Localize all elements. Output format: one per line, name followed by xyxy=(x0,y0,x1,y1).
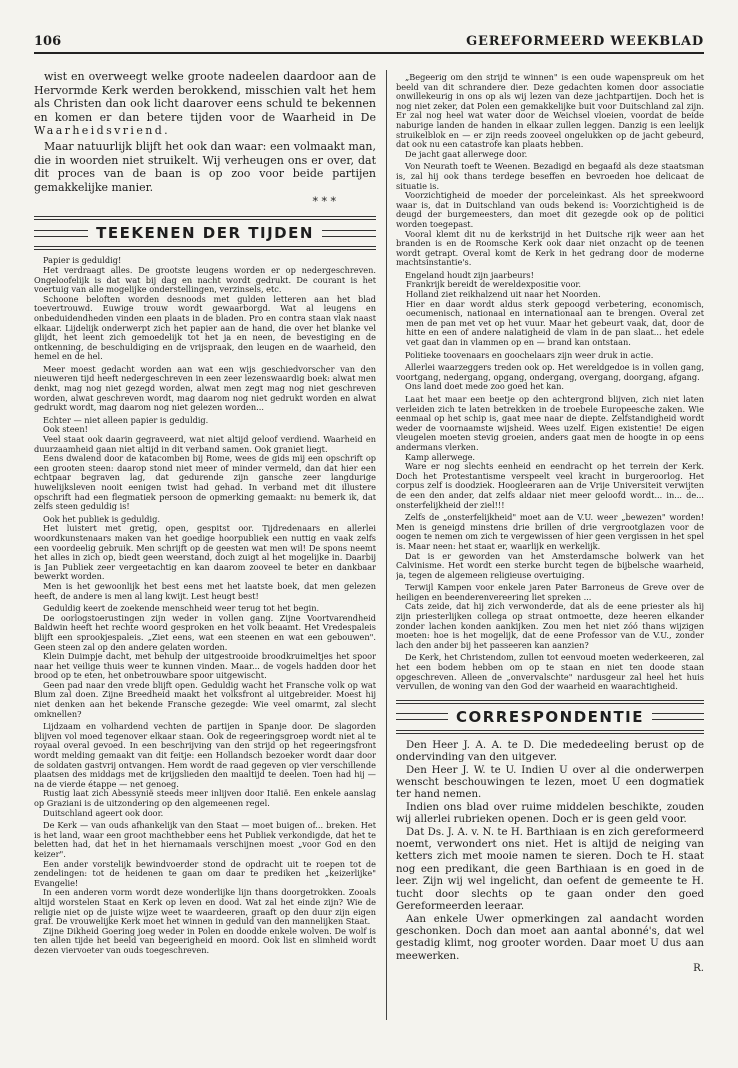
article-paragraph: Geduldig keert de zoekende menschheid weer terug tot het begin. xyxy=(43,603,320,614)
section2-rule-left xyxy=(396,713,448,720)
article-paragraph: Ons land doet mede zoo goed het kan. xyxy=(405,381,564,392)
article-paragraph: Terwijl Kampen voor enkele jaren Pater Barroneus de Greve over de heiligen en beenderenvereering liet spreken ... xyxy=(396,582,704,602)
article-paragraph: De Kerk, het Christendom, zullen tot eenvoud moeten wederkeeren, zal het een bodem hebben om op te staan en niet ten doode staan opgeschreven. Alleen de „onvervalschte" nardusgeur zal heel het huis vervullen, de woning van den God der waarheid en waarachtigheid. xyxy=(396,652,704,692)
intro-paragraph: wist en overweegt welke groote nadeelen daardoor aan de Hervormde Kerk werden berokkend, misschien valt het hem als Christen dan ook licht daarover eens schuld te bekennen en komen er dan betere tijden voor de Waarheid in De Waarheidsvriend. xyxy=(34,70,376,138)
article-paragraph: Vooral klemt dit nu de kerkstrijd in het Duitsche rijk weer aan het branden is en de Roomsche Kerk ook daar niet onzacht op de teenen wordt getrapt. Overal komt de Kerk in het gedrang door de moderne machtsinstantie's. xyxy=(396,228,704,268)
article-paragraph: Men is het gewoonlijk het best eens met het laatste boek, dat men gelezen heeft, de andere is men al lang kwijt. Lest heugt best! xyxy=(34,580,376,601)
article-paragraph: Voorzichtigheid de moeder der porceleinkast. Als het spreekwoord waar is, dat in Duitschland van ouds bekend is: Voorzichtigheid is de deugd der burgemeesters, dan moet dit gezegde ook op de politici worden toegepast. xyxy=(396,190,704,229)
correspondence-paragraph: Dat Ds. J. A. v. N. te H. Barthiaan is en zich gereformeerd noemt, verwondert ons niet. Het is altijd de neiging van ketters zich met mooie namen te sieren. Doch te H. staat nog een predikant, die geen Barthiaan is en goed in de leer. Zijn wij wel ingelicht, dan oefent de gemeente te H. tucht door slechts op te gaan onder den goed Gereformeerden leeraar. xyxy=(396,826,704,913)
article-paragraph: Von Neurath toeft te Weenen. Bezadigd en begaafd als deze staatsman is, zal hij ook thans terdege beseffen en bevroeden hoe delicaat de situatie is. xyxy=(396,161,704,191)
article-paragraph: Kamp allerwege. xyxy=(405,451,476,462)
running-header xyxy=(34,34,704,50)
article-paragraph: Echter — niet alleen papier is geduldig. xyxy=(43,414,209,425)
section2-heading xyxy=(396,700,704,734)
section1-body-left xyxy=(34,256,376,955)
intro-spaced-name: Waarheidsvriend. xyxy=(34,124,171,138)
article-paragraph: In een anderen vorm wordt deze wonderlijke lijn thans doorgetrokken. Zooals altijd worstelen Staat en Kerk op leven en dood. Wat zal het einde zijn? Wie de religie niet op de juiste wijze weet te waardeeren, graaft op den duur zijn eigen graf. De vrouwelijke Kerk moet het winnen in geduld van den mannelijken Staat. xyxy=(34,887,376,927)
section1-rule-left xyxy=(34,230,88,237)
article-paragraph: Ook steen! xyxy=(43,424,88,435)
article-paragraph: Allerlei waarzeggers treden ook op. Het wereldgedoe is in vollen gang, voortgang, nedergang, opgang, ondergang, overgang, doorgang, afgang. xyxy=(396,362,704,382)
section1-rule-bottom xyxy=(34,246,376,250)
section2-rule-bottom xyxy=(396,730,704,734)
article-paragraph: Frankrijk bereidt de wereldexpositie voor. xyxy=(406,279,582,290)
right-column xyxy=(396,70,704,1020)
article-paragraph: Papier is geduldig! xyxy=(43,255,122,266)
article-paragraph: Holland ziet reikhalzend uit naar het Noorden. xyxy=(406,289,601,300)
article-paragraph: Geen pad naar den vrede blijft open. Geduldig wacht het Fransche volk op wat Blum zal doen. Zijne Breedheid maakt het volksfront al uitgebreider. Moest hij niet denken aan het bekende Fransche gezegde: Wie veel omarmt, zal slecht omknellen? xyxy=(34,679,376,719)
section1-rule-right xyxy=(322,230,376,237)
article-paragraph: Veel staat ook daarin gegraveerd, wat niet altijd geloof verdiend. Waarheid en duurzaamheid gaan niet altijd in dit verband samen. Ook graniet liegt. xyxy=(34,434,376,454)
correspondence-body xyxy=(396,740,704,976)
article-paragraph: De oorlogstoerustingen zijn weder in vollen gang. Zijne Voortvarendheid Baldwin heeft het rechte woord gesproken en het volk beaamt. Het Vredespaleis blijft een sprookjespaleis. „Ziet eens, wat een steenen en wat een gebouwen". Geen steen zal op den andere gelaten worden. xyxy=(34,612,376,652)
article-paragraph: Schoone beloften worden desnoods met gulden letteren aan het blad toevertrouwd. Euwige trouw wordt gewaarborgd. Wat al leugens en onbeduidendheden vinden een plaats in de bladen. Pro en contra staan vlak naast elkaar. Lijdelijk onderwerpt zich het papier aan de hand, die over het blanke vel glijdt, het leent zich gemoedelijk tot het ja en neen, de bevestiging en de ontkenning, de beschuldiging en de vrijspraak, den leugen en de waarheid, den hemel en de hel. xyxy=(34,293,376,362)
section2-title-row xyxy=(396,704,704,730)
article-paragraph: Ware er nog slechts eenheid en eendracht op het terrein der Kerk. Doch het Protestantisme verspeelt veel kracht in burgeroorlog. Het corpus zelf is doodziek. Hoogleeraren aan de Vrije Universiteit verwijten de een den ander, dat zelfs aldaar niet meer geloofd wordt... in... de... onsterfelijkheid der ziel!!! xyxy=(396,461,704,510)
correspondence-paragraph: Indien ons blad over ruime middelen beschikte, zouden wij allerlei rubrieken openen. Doch er is geen geld voor. xyxy=(396,801,704,826)
correspondence-paragraph: Aan enkele Uwer opmerkingen zal aandacht worden geschonken. Doch dan moet aan aantal abonné's, dat wel gestadig klimt, nog grooter worden. Daar moet U dus aan meewerken. xyxy=(396,913,704,962)
correspondence-paragraph: Den Heer J. A. A. te D. Die mededeeling berust op de ondervinding van den uitgever. xyxy=(396,739,704,764)
article-paragraph: „Begeerig om den strijd te winnen" is een oude wapenspreuk om het beeld van dit schrandere dier. Deze gedachten komen door associatie onwillekeurig in ons op als wij lezen van deze jachtpartijen. Doch het is nog niet zeker, dat Polen een gemakkelijke buit voor Duitschland zal zijn. Er zal nog heel wat water door de Weichsel vloeien, voordat de beide naburige landen de handen in elkaar zullen leggen. Danzig is een leelijk struikelblok en — er zijn reeds zooveel ongelukken op de jacht gebeurd, dat ook nu een catastrofe kan plaats hebben. xyxy=(396,72,704,150)
correspondence-paragraph: Den Heer J. W. te U. Indien U over al die onderwerpen wenscht beschouwingen te lezen, moet U een dogmatiek ter hand nemen. xyxy=(396,764,704,801)
column-rule xyxy=(386,70,387,1020)
page-number: 106 xyxy=(34,34,62,49)
section1-title-row xyxy=(34,220,376,246)
section1-title: TEEKENEN DER TIJDEN xyxy=(96,224,314,243)
section2-title: CORRESPONDENTIE xyxy=(455,707,645,726)
left-column xyxy=(34,70,376,1020)
article-paragraph: Engeland houdt zijn jaarbeurs! xyxy=(405,269,534,280)
article-paragraph: De jacht gaat allerwege door. xyxy=(405,148,528,159)
article-paragraph: Cats zeide, dat hij zich verwonderde, dat als de eene priester als hij zijn priesterlijken collega op straat ontmoette, deze heeren elkander zonder lachen konden aankijken. Zou men het niet zóó thans wijzigen moeten: hoe is het mogelijk, dat de eene Professor van de V.U., zonder lach den ander bij het passeeren kan aanzien? xyxy=(396,601,704,650)
journal-title: GEREFORMEERD WEEKBLAD xyxy=(466,34,704,49)
section1-body-right xyxy=(396,73,704,692)
article-paragraph: Het luistert met gretig, open, gespitst oor. Tijdredenaars en allerlei woordkunstenaars maken van het goedige hoorpubliek een nuttig en vaak zelfs een voordeelig gebruik. Men schrijft op de geesten wat men wil! De spons neemt het alles in zich op, biedt geen weerstand, doch zuigt al het mogelijke in. Daarbij is Jan Publiek zeer vergeetachtig en kan daarom zooveel te beter en dankbaar bewerkt worden. xyxy=(34,523,376,582)
article-paragraph: Rustig laat zich Abessynië steeds meer inlijven door Italië. Een enkele aanslag op Graziani is de uitzondering op den algemeenen regel. xyxy=(34,788,376,808)
article-paragraph: Een ander vorstelijk bewindvoerder stond de opdracht uit te roepen tot de zendelingen: tot de heidenen te gaan om daar te prediken het „keizerlijke" Evangelie! xyxy=(34,858,376,888)
article-paragraph: Dat is er geworden van het Amsterdamsche bolwerk van het Calvinisme. Het wordt een sterke burcht tegen de bijbelsche waarheid, ja, tegen de algemeen religieuse overtuiging. xyxy=(396,550,704,580)
intro-block xyxy=(34,70,376,208)
article-paragraph: Klein Duimpje dacht, met behulp der uitgestrooide broodkruimeltjes het spoor naar het veilige thuis weer te kunnen vinden. Maar... de vogels hadden door het brood op te eten, het onbetrouwbare spoor uitgewischt. xyxy=(34,651,376,681)
signature: R. xyxy=(693,963,704,975)
section-stars: * * * xyxy=(312,195,336,209)
article-paragraph: Meer moest gedacht worden aan wat een wijs geschiedvorscher van den nieuweren tijd heeft nedergeschreven in een zeer lezenswaardig boek: alwat men denkt, mag nog niet gezegd worden, alwat men zegt mag nog niet geschreven worden, alwat geschreven wordt, mag daarom nog niet gedrukt worden en alwat gedrukt wordt, mag daarom nog niet gelezen worden... xyxy=(34,363,376,413)
article-paragraph: Het verdraagt alles. De grootste leugens worden er op nedergeschreven. Ongeloofelijk is dat wat bij dag en nacht wordt gedrukt. De courant is het voertuig van alle mogelijke onderstellingen, verzinsels, etc. xyxy=(34,264,376,295)
article-paragraph: Zelfs de „onsterfelijkheid" moet aan de V.U. weer „bewezen" worden! Men is geneigd minstens drie brillen of drie vergrootglazen voor de oogen te nemen om zich te vergewissen of hier geen vergissen in het spel is. Maar neen: het staat er, waarlijk en werkelijk. xyxy=(396,512,704,551)
section1-heading xyxy=(34,216,376,250)
article-paragraph: Eens dwalend door de katacomben bij Rome, wees de gids mij een opschrift op een grooten steen: daarop stond niet meer of minder vermeld, dan dat hier een echtpaar begraven lag, dat gedurende zijn gansche zeer langdurige huwelijksleven nooit eenigen twist had gehad. In verband met dit illustere opschrift had een flegmatiek persoon de opmerking gemaakt: nu bemerk ik, dat zelfs steen geduldig is! xyxy=(34,453,376,512)
article-paragraph: Politieke toovenaars en goochelaars zijn weer druk in actie. xyxy=(405,349,654,360)
article-paragraph: Duitschland ageert ook door. xyxy=(43,807,164,818)
article-paragraph: De Kerk — van ouds afhankelijk van den Staat — moet buigen of... breken. Het is het land, waar een groot machthebber eens het Publiek verkondigde, dat het te beletten had, dat het in het hiernamaals verschijnen moest „voor God en den keizer". xyxy=(34,820,376,859)
article-paragraph: Zijne Dikheid Goering joeg weder in Polen en doodde enkele wolven. De wolf is ten allen tijde het beeld van begeerigheid en moord. Ook list en slimheid wordt dezen viervoeter van ouds toegeschreven. xyxy=(34,925,376,955)
article-paragraph: Hier en daar wordt aldus sterk gepoogd verbetering, economisch, oecumenisch, nationaal en internationaal aan te brengen. Overal zet men de pan met vet op het vuur. Maar het gebeurt vaak, dat, door de hitte en een of andere nalatigheid de vlam in de pan slaat... het edele vet gaat dan in vlammen op en — brand kan ontstaan. xyxy=(406,298,704,348)
intro-paragraph: Maar natuurlijk blijft het ook dan waar: een volmaakt man, die in woorden niet struikelt. Wij verheugen ons er over, dat dit proces van de baan is op zoo voor beide partijen gemakkelijke manier. xyxy=(34,139,376,194)
article-paragraph: Laat het maar een beetje op den achtergrond blijven, zich niet laten verleiden zich te laten betrekken in de troebele Europeesche zaken. Wie eenmaal op het schip is, gaat mee naar de diepte. Zelfstandigheid wordt weder de voornaamste wijsheid. Wees uzelf. Eigen existentie! De eigen vleugelen moeten stevig groeien, anders gaat men de hoogte in op eens andermans vlerken. xyxy=(396,394,704,452)
header-rule xyxy=(34,52,704,54)
article-paragraph: Ook het publiek is geduldig. xyxy=(43,513,160,524)
article-paragraph: Lijdzaam en volhardend vechten de partijen in Spanje door. De slagorden blijven vol moed tegenover elkaar staan. Ook de regeeringsgroep wordt niet al te royaal overal gevoed. In een beschrijving van den strijd op het regeeringsfront wordt melding gemaakt van dit feitje: een Hollandsch bezoeker wordt daar door de soldaten gastvrij ontvangen. Hem wordt de raad gegeven op vier verschillende plaatsen des middags met de krijgslieden den maaltijd te deelen. Toen had hij — na de vierde étappe — net genoeg. xyxy=(34,721,376,789)
section2-rule-right xyxy=(652,713,704,720)
